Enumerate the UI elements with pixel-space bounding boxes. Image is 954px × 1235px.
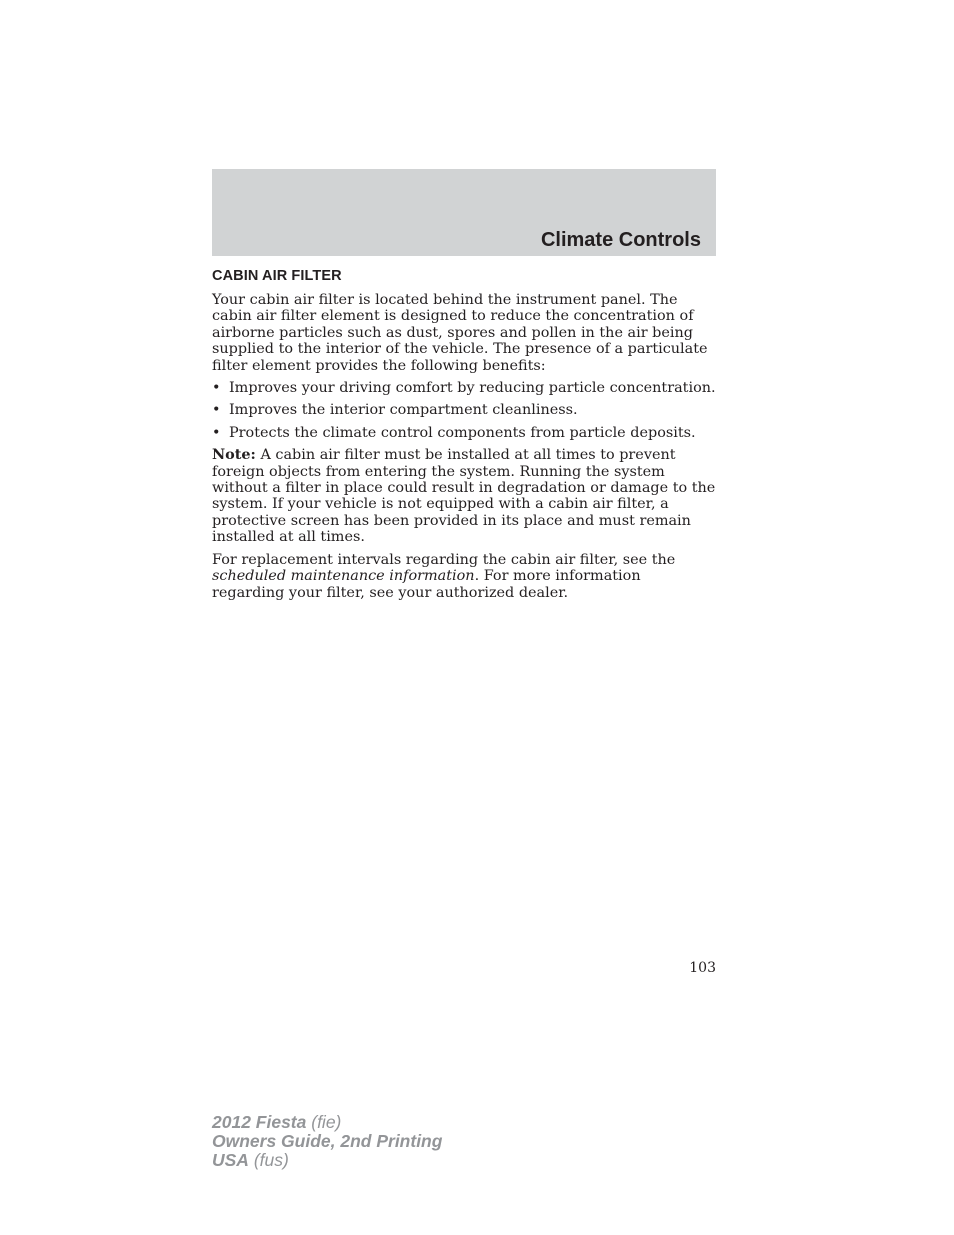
benefits-list (212, 380, 716, 441)
replacement-text-after: . For more information regarding your filter, see your authorized dealer. (212, 568, 641, 601)
subheading-cabin-air-filter: CABIN AIR FILTER (212, 268, 342, 284)
footer-line-market (212, 1151, 442, 1170)
footer-line-guide (212, 1132, 442, 1151)
footer-edition-info (212, 1113, 442, 1170)
section-title: Climate Controls (540, 229, 701, 251)
list-item-text: Improves your driving comfort by reducing particle concentration. (229, 380, 716, 397)
footer-market-code: (fus) (248, 1150, 289, 1170)
footer-guide-printing: Owners Guide, 2nd Printing (212, 1131, 443, 1151)
replacement-text-before: For replacement intervals regarding the cabin air filter, see the (212, 551, 676, 568)
note-text: A cabin air filter must be installed at all times to prevent foreign objects from entering the system. Running the system without a filter in place could result in degradation or damage to the system. If your vehicle is not equipped with a cabin air filter, a protective screen has been provided in its place and must remain installed at all times. (212, 447, 716, 546)
footer-model: 2012 Fiesta (212, 1112, 307, 1132)
bullet-icon: • (212, 380, 221, 397)
page-content (212, 267, 716, 607)
bullet-icon: • (212, 424, 221, 441)
page-number: 103 (689, 960, 716, 976)
list-item-text: Improves the interior compartment cleanliness. (229, 402, 578, 419)
bullet-icon: • (212, 402, 221, 419)
list-item (212, 380, 716, 396)
list-item (212, 402, 716, 418)
note-paragraph (212, 447, 716, 545)
footer-market: USA (212, 1150, 249, 1170)
scheduled-maintenance-reference: scheduled maintenance information (212, 568, 475, 585)
intro-paragraph: Your cabin air filter is located behind the instrument panel. The cabin air filter element is designed to reduce the concentration of airborne particles such as dust, spores and pollen in the air being supplied to the interior of the vehicle. The presence of a particulate filter element provides the following benefits: (212, 292, 708, 374)
replacement-paragraph (212, 552, 716, 601)
list-item-text: Protects the climate control components from particle deposits. (229, 424, 696, 441)
footer-line-model (212, 1113, 442, 1132)
footer-model-code: (fie) (306, 1112, 342, 1132)
note-label: Note: (212, 446, 256, 464)
list-item (212, 425, 716, 441)
section-header-band (212, 169, 716, 256)
